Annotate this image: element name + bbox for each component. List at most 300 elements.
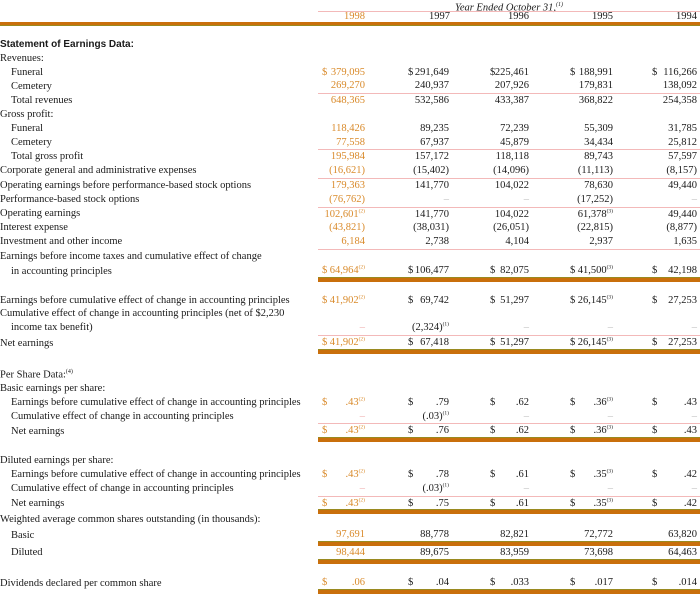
value-cell-1994	[616, 264, 700, 280]
cell-value	[415, 265, 452, 276]
value-cell-1997	[368, 79, 452, 93]
value-cell-1994	[616, 512, 700, 528]
table-row	[0, 396, 700, 410]
value-cell-1998	[318, 496, 368, 512]
value-cell-1998	[318, 178, 368, 192]
value-text: 45,879	[500, 136, 529, 148]
value-text: .62	[515, 396, 529, 408]
cell-value	[336, 137, 368, 148]
value-text: 368,822	[578, 95, 613, 107]
value-cell-1995	[532, 468, 616, 482]
label-text: Earnings before cumulative effect of change in accounting principles	[11, 396, 301, 408]
table-row	[0, 307, 700, 321]
value-text: .75	[435, 497, 449, 509]
value-text: (11,113)	[577, 165, 613, 177]
footnote-ref: (2)	[358, 264, 365, 271]
cell-value	[524, 411, 532, 422]
value-cell-1997	[368, 235, 452, 249]
row-label	[0, 482, 318, 496]
dollar-sign: $	[322, 396, 328, 408]
footnote-ref: (2)	[358, 208, 365, 215]
value-cell-1997	[368, 576, 452, 592]
value-cell-1996	[452, 178, 532, 192]
value-cell-1994	[616, 454, 700, 468]
cell-value	[360, 322, 368, 333]
table-row	[0, 193, 700, 207]
value-text: 41,500	[577, 264, 607, 276]
dollar-sign: $	[652, 425, 658, 437]
value-text: 240,937	[414, 80, 449, 92]
footnote-ref: (3)	[606, 468, 613, 475]
cell-value	[500, 337, 532, 348]
label-text: Performance-based stock options	[0, 194, 140, 206]
value-text: –	[607, 482, 613, 494]
value-cell-1998	[318, 321, 368, 335]
value-cell-1998	[318, 454, 368, 468]
cell-value	[493, 165, 532, 176]
value-cell-1995	[532, 528, 616, 544]
value-text: .06	[351, 576, 365, 588]
dollar-sign: $	[652, 396, 658, 408]
value-text: (43,821)	[329, 222, 365, 234]
value-text: 27,253	[668, 336, 697, 348]
value-text: 225,461	[494, 66, 529, 78]
value-text: 69,742	[420, 294, 449, 306]
value-cell-1998	[318, 482, 368, 496]
value-cell-1994	[616, 335, 700, 351]
value-cell-1998	[318, 38, 368, 52]
value-cell-1997	[368, 150, 452, 164]
table-row	[0, 94, 700, 108]
value-text: –	[523, 193, 529, 205]
value-text: –	[523, 322, 529, 334]
row-label	[0, 249, 318, 263]
cell-value	[415, 180, 452, 191]
cell-value	[420, 123, 452, 134]
cell-value	[360, 411, 368, 422]
cell-value	[420, 337, 452, 348]
value-text: (.03)	[422, 410, 443, 422]
value-text: 57,597	[668, 151, 697, 163]
value-cell-1995	[532, 396, 616, 410]
cell-value	[436, 397, 452, 408]
spacer	[0, 562, 700, 576]
value-cell-1997	[368, 164, 452, 178]
dollar-sign: $	[408, 396, 414, 408]
value-text: (22,815)	[577, 222, 613, 234]
value-cell-1995	[532, 136, 616, 150]
cell-value	[420, 529, 452, 540]
value-cell-1997	[368, 38, 452, 52]
value-cell-1996	[452, 249, 532, 263]
label-text: Funeral	[11, 122, 44, 134]
value-text: .43	[345, 396, 359, 408]
value-cell-1995	[532, 512, 616, 528]
value-cell-1998	[318, 576, 368, 592]
value-cell-1998	[318, 335, 368, 351]
value-cell-1996	[452, 512, 532, 528]
value-text: –	[691, 410, 697, 422]
footnote-ref: (1)	[556, 2, 564, 8]
value-text: 379,095	[330, 66, 365, 78]
value-cell-1994	[616, 79, 700, 93]
value-cell-1998	[318, 249, 368, 263]
value-cell-1997	[368, 94, 452, 108]
value-cell-1994	[616, 136, 700, 150]
value-text: .78	[435, 469, 449, 481]
table-row	[0, 410, 700, 424]
cell-value	[593, 397, 616, 408]
cell-value	[593, 425, 616, 436]
value-text: (16,621)	[329, 165, 365, 177]
value-text: 195,984	[330, 151, 365, 163]
value-cell-1995	[532, 94, 616, 108]
cell-value	[668, 337, 700, 348]
value-cell-1996	[452, 264, 532, 280]
label-text: Basic earnings per share:	[0, 383, 106, 395]
value-cell-1995	[532, 193, 616, 207]
cell-value	[420, 547, 452, 558]
table-row	[0, 207, 700, 221]
value-cell-1996	[452, 38, 532, 52]
value-cell-1997	[368, 496, 452, 512]
label-text: income tax benefit)	[11, 322, 93, 334]
cell-value	[584, 547, 616, 558]
value-cell-1996	[452, 424, 532, 440]
table-row	[0, 424, 700, 440]
value-text: 157,172	[414, 151, 449, 163]
value-cell-1995	[532, 249, 616, 263]
dollar-sign: $	[490, 469, 496, 481]
spacer-row	[0, 562, 700, 576]
row-label	[0, 410, 318, 424]
value-cell-1997	[368, 108, 452, 122]
value-cell-1995	[532, 454, 616, 468]
value-text: 179,363	[330, 179, 365, 191]
value-cell-1995	[532, 410, 616, 424]
value-cell-1994	[616, 482, 700, 496]
cell-value	[336, 547, 368, 558]
value-text: 207,926	[494, 80, 529, 92]
value-cell-1995	[532, 544, 616, 562]
value-cell-1996	[452, 164, 532, 178]
value-text: 67,418	[420, 336, 449, 348]
value-text: .35	[593, 469, 607, 481]
cell-value	[524, 483, 532, 494]
value-text: 61,378	[577, 208, 607, 220]
label-text: Diluted	[11, 547, 43, 558]
value-cell-1997	[368, 366, 452, 382]
label-text: Net earnings	[11, 498, 65, 510]
value-cell-1997	[368, 468, 452, 482]
value-cell-1994	[616, 249, 700, 263]
cell-value	[692, 411, 700, 422]
dollar-sign: $	[322, 497, 328, 509]
value-cell-1995	[532, 178, 616, 192]
cell-value	[422, 483, 452, 494]
value-text: 97,691	[336, 529, 365, 541]
value-cell-1997	[368, 66, 452, 80]
row-label	[0, 221, 318, 235]
value-cell-1995	[532, 52, 616, 66]
dollar-sign: $	[652, 497, 658, 509]
row-label	[0, 528, 318, 544]
value-cell-1994	[616, 544, 700, 562]
row-label	[0, 366, 318, 382]
cell-value	[589, 236, 616, 247]
value-text: 118,118	[495, 151, 529, 163]
value-cell-1997	[368, 512, 452, 528]
value-cell-1996	[452, 496, 532, 512]
value-text: 2,937	[589, 236, 613, 248]
table-row	[0, 249, 700, 263]
label-text: Dividends declared per common share	[0, 577, 162, 589]
cell-value	[331, 180, 368, 191]
footnote-ref: (2)	[358, 424, 365, 431]
dollar-sign: $	[490, 497, 496, 509]
value-cell-1994	[616, 321, 700, 335]
value-text: –	[359, 482, 365, 494]
value-cell-1996	[452, 52, 532, 66]
cell-value	[668, 295, 700, 306]
value-cell-1994	[616, 382, 700, 396]
value-text: 63,820	[668, 529, 697, 541]
cell-value	[329, 194, 368, 205]
table-row	[0, 321, 700, 335]
dollar-sign: $	[570, 396, 576, 408]
value-text: .61	[515, 469, 529, 481]
dollar-sign: $	[652, 336, 658, 348]
cell-value	[692, 322, 700, 333]
cell-value	[331, 123, 368, 134]
value-cell-1996	[452, 94, 532, 108]
cell-value	[668, 547, 700, 558]
value-text: –	[691, 193, 697, 205]
dollar-sign: $	[322, 425, 328, 437]
cell-value	[500, 123, 532, 134]
dollar-sign: $	[322, 66, 328, 78]
value-text: 269,270	[330, 80, 365, 92]
value-cell-1996	[452, 122, 532, 136]
value-text: .43	[683, 396, 697, 408]
value-text: 89,675	[420, 547, 449, 558]
value-text: 254,358	[662, 95, 697, 107]
label-text: Operating earnings before performance-based stock options	[0, 179, 252, 191]
dollar-sign: $	[570, 336, 576, 348]
footnote-ref: (4)	[65, 368, 73, 375]
cell-value	[668, 137, 700, 148]
value-cell-1994	[616, 150, 700, 164]
cell-value	[668, 265, 700, 276]
row-label	[0, 122, 318, 136]
dollar-sign: $	[570, 497, 576, 509]
cell-value	[352, 577, 368, 588]
cell-value	[505, 236, 532, 247]
cell-value	[524, 194, 532, 205]
cell-value	[415, 151, 452, 162]
value-cell-1998	[318, 235, 368, 249]
dollar-sign: $	[322, 294, 328, 306]
cell-value	[524, 322, 532, 333]
value-text: 51,297	[500, 336, 529, 348]
cell-value	[495, 80, 532, 91]
value-cell-1996	[452, 136, 532, 150]
cell-value	[668, 180, 700, 191]
cell-value	[684, 397, 700, 408]
value-cell-1996	[452, 321, 532, 335]
row-label	[0, 79, 318, 93]
value-text: 51,297	[500, 294, 529, 306]
value-cell-1994	[616, 178, 700, 192]
cell-value	[345, 397, 368, 408]
value-cell-1996	[452, 576, 532, 592]
cell-value	[684, 425, 700, 436]
value-cell-1994	[616, 221, 700, 235]
value-cell-1998	[318, 264, 368, 280]
row-label	[0, 52, 318, 66]
value-cell-1998	[318, 468, 368, 482]
value-cell-1994	[616, 396, 700, 410]
year-1994: 1994	[676, 11, 697, 22]
cell-value	[420, 295, 452, 306]
value-cell-1995	[532, 321, 616, 335]
value-cell-1994	[616, 468, 700, 482]
value-text: .36	[593, 396, 607, 408]
cell-value	[578, 209, 616, 220]
value-text: 532,586	[414, 95, 449, 107]
dollar-sign: $	[490, 336, 496, 348]
dollar-sign: $	[408, 294, 414, 306]
row-label	[0, 335, 318, 351]
cell-value	[516, 397, 532, 408]
value-cell-1997	[368, 482, 452, 496]
value-text: .033	[510, 576, 529, 588]
value-cell-1995	[532, 38, 616, 52]
value-cell-1998	[318, 66, 368, 80]
value-cell-1996	[452, 544, 532, 562]
value-cell-1997	[368, 178, 452, 192]
cell-value	[345, 425, 368, 436]
dollar-sign: $	[408, 66, 414, 78]
dollar-sign: $	[570, 576, 576, 588]
value-cell-1997	[368, 193, 452, 207]
value-cell-1996	[452, 410, 532, 424]
value-cell-1995	[532, 122, 616, 136]
label-text: Corporate general and administrative expenses	[0, 165, 197, 177]
cell-value	[608, 483, 616, 494]
footnote-ref: (1)	[442, 410, 449, 417]
cell-value	[500, 137, 532, 148]
row-label	[0, 294, 318, 308]
table-row	[0, 52, 700, 66]
value-cell-1995	[532, 424, 616, 440]
value-cell-1994	[616, 410, 700, 424]
cell-value	[584, 137, 616, 148]
row-label	[0, 396, 318, 410]
label-text: Cemetery	[11, 136, 52, 148]
value-text: 83,959	[500, 547, 529, 558]
cell-value	[666, 222, 700, 233]
value-text: 77,558	[336, 136, 365, 148]
row-label	[0, 136, 318, 150]
value-text: 78,630	[584, 179, 613, 191]
cell-value	[516, 425, 532, 436]
value-cell-1996	[452, 193, 532, 207]
value-cell-1995	[532, 207, 616, 221]
cell-value	[608, 411, 616, 422]
value-text: .35	[593, 497, 607, 509]
value-text: 64,463	[668, 547, 697, 558]
cell-value	[578, 165, 616, 176]
cell-value	[577, 222, 616, 233]
dollar-sign: $	[570, 469, 576, 481]
dollar-sign: $	[490, 425, 496, 437]
dollar-sign: $	[652, 294, 658, 306]
table-row	[0, 366, 700, 382]
value-cell-1995	[532, 307, 616, 321]
value-cell-1998	[318, 193, 368, 207]
dollar-sign: $	[490, 294, 496, 306]
cell-value	[578, 295, 616, 306]
cell-value	[663, 80, 700, 91]
cell-value	[595, 577, 616, 588]
cell-value	[684, 498, 700, 509]
value-text: 4,104	[505, 236, 529, 248]
value-text: 89,743	[584, 151, 613, 163]
value-cell-1994	[616, 424, 700, 440]
value-cell-1997	[368, 221, 452, 235]
cell-value	[495, 95, 532, 106]
value-text: –	[691, 322, 697, 334]
value-cell-1998	[318, 150, 368, 164]
value-cell-1996	[452, 335, 532, 351]
dollar-sign: $	[570, 264, 576, 276]
value-text: (8,157)	[666, 165, 697, 177]
value-cell-1996	[452, 294, 532, 308]
value-cell-1995	[532, 382, 616, 396]
cell-value	[330, 337, 368, 348]
value-cell-1997	[368, 424, 452, 440]
cell-value	[668, 529, 700, 540]
cell-value	[495, 180, 532, 191]
value-text: 67,937	[420, 136, 449, 148]
value-cell-1998	[318, 366, 368, 382]
value-cell-1997	[368, 307, 452, 321]
table-row	[0, 544, 700, 562]
value-cell-1997	[368, 294, 452, 308]
dollar-sign: $	[490, 66, 496, 78]
cell-value	[577, 194, 616, 205]
cell-value	[593, 469, 616, 480]
value-cell-1995	[532, 150, 616, 164]
cell-value	[668, 209, 700, 220]
label-text: Earnings before cumulative effect of change in accounting principles	[11, 469, 301, 481]
value-cell-1994	[616, 52, 700, 66]
cell-value	[500, 529, 532, 540]
cell-value	[584, 529, 616, 540]
value-cell-1995	[532, 264, 616, 280]
value-cell-1995	[532, 164, 616, 178]
cell-value	[436, 498, 452, 509]
spacer-row	[0, 280, 700, 294]
value-cell-1996	[452, 307, 532, 321]
cell-value	[516, 498, 532, 509]
value-text: 41,902	[329, 294, 359, 306]
footnote-ref: (3)	[606, 424, 613, 431]
cell-value	[500, 547, 532, 558]
value-cell-1998	[318, 424, 368, 440]
dollar-sign: $	[490, 264, 496, 276]
